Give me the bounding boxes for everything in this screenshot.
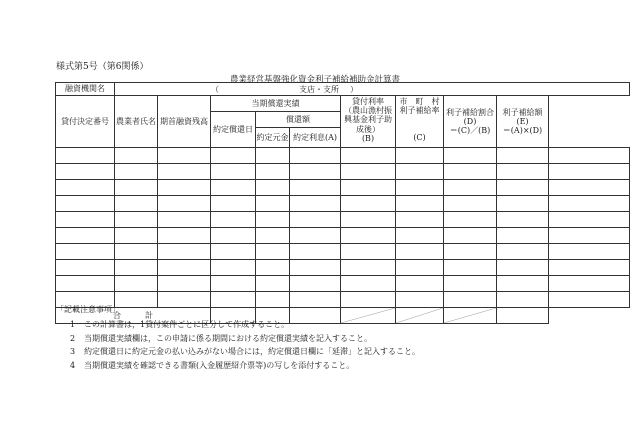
table-row: [56, 276, 630, 292]
table-cell[interactable]: [497, 228, 549, 244]
table-cell[interactable]: [341, 228, 396, 244]
table-cell[interactable]: [56, 164, 115, 180]
table-row: [56, 164, 630, 180]
loan-rate-line: 興基金利子助: [344, 115, 392, 125]
table-cell[interactable]: [211, 212, 256, 228]
table-cell[interactable]: [497, 180, 549, 196]
subsidy-amount-line: (E): [516, 116, 529, 126]
institution-label: 融資機関名: [56, 83, 115, 96]
header-repayment-group: 当期償還実績: [211, 96, 341, 112]
table-cell[interactable]: [256, 244, 290, 260]
table-cell[interactable]: [56, 244, 115, 260]
table-cell[interactable]: [115, 196, 158, 212]
table-row: [56, 228, 630, 244]
note-text: 約定償還日に約定元金の払い込みがない場合には，約定償還日欄に「延滞」と記入すること。: [84, 347, 420, 357]
table-cell[interactable]: [396, 212, 444, 228]
table-cell[interactable]: [341, 260, 396, 276]
table-cell[interactable]: [256, 180, 290, 196]
table-cell[interactable]: [396, 244, 444, 260]
table-cell[interactable]: [341, 244, 396, 260]
table-cell[interactable]: [290, 180, 341, 196]
table-cell[interactable]: [158, 164, 211, 180]
subsidy-amount-line: ＝(A)×(D): [502, 126, 543, 136]
note-text: 当期償還実績欄は，この申請に係る期間における約定償還実績を記入すること。: [84, 333, 372, 343]
header-loan-rate: [341, 96, 396, 148]
table-cell[interactable]: [158, 196, 211, 212]
note-item: [70, 346, 420, 357]
header-subsidy-amount: [497, 96, 549, 148]
table-cell[interactable]: [497, 164, 549, 180]
document-title: 農業経営基盤強化資金利子補給補助金計算書: [229, 75, 400, 85]
table-cell[interactable]: [497, 292, 549, 308]
table-row: [56, 180, 630, 196]
table-cell[interactable]: [444, 244, 497, 260]
table-cell[interactable]: [341, 148, 396, 164]
note-item: [70, 333, 420, 344]
header-scheduled-date: 約定償還日: [211, 112, 256, 148]
table-cell[interactable]: [444, 180, 497, 196]
table-cell[interactable]: [56, 228, 115, 244]
table-cell[interactable]: [549, 212, 630, 228]
header-municipal-rate: [396, 96, 444, 148]
note-item: [70, 319, 420, 330]
header-opening-balance: 期首融資残高: [158, 96, 211, 148]
institution-paren-close: ）: [350, 85, 358, 94]
header-interest: 約定利息(A): [290, 128, 341, 148]
notes-section: [56, 304, 420, 373]
table-cell[interactable]: [290, 228, 341, 244]
table-cell[interactable]: [115, 180, 158, 196]
table-cell[interactable]: [497, 148, 549, 164]
table-cell[interactable]: [56, 196, 115, 212]
form-number: 様式第5号（第6関係）: [56, 62, 149, 72]
table-cell[interactable]: [549, 292, 630, 308]
table-cell[interactable]: [290, 148, 341, 164]
loan-rate-line: 貸付利率: [352, 97, 384, 106]
header-principal: 約定元金: [256, 128, 290, 148]
municipal-rate-line: (C): [413, 133, 426, 143]
table-cell[interactable]: [396, 196, 444, 212]
total-cell[interactable]: [497, 308, 549, 324]
loan-rate-line: 成後）: [356, 124, 380, 134]
table-cell[interactable]: [115, 276, 158, 292]
municipal-rate-line: 利子補給率: [399, 106, 440, 116]
table-cell[interactable]: [549, 180, 630, 196]
table-cell[interactable]: [444, 212, 497, 228]
table-cell[interactable]: [341, 164, 396, 180]
table-cell[interactable]: [444, 148, 497, 164]
table-cell[interactable]: [56, 148, 115, 164]
table-cell[interactable]: [341, 196, 396, 212]
subsidy-ratio-line: ＝(C)／(B): [449, 126, 491, 136]
table-cell[interactable]: [396, 260, 444, 276]
table-cell[interactable]: [549, 164, 630, 180]
table-cell[interactable]: [56, 180, 115, 196]
table-cell[interactable]: [115, 244, 158, 260]
table-cell[interactable]: [497, 276, 549, 292]
table-cell[interactable]: [256, 164, 290, 180]
table-cell[interactable]: [211, 244, 256, 260]
table-cell[interactable]: [549, 196, 630, 212]
table-cell[interactable]: [549, 260, 630, 276]
note-text: この計算書は，1貸付案件ごとに区分して作成すること。: [84, 320, 290, 329]
table-cell[interactable]: [444, 196, 497, 212]
table-row: [56, 260, 630, 276]
table-row: [56, 148, 630, 164]
institution-paren-open: （: [211, 85, 219, 94]
table-cell[interactable]: [290, 164, 341, 180]
table-cell[interactable]: [290, 212, 341, 228]
subsidy-amount-line: 利子補給額: [502, 107, 543, 117]
note-item: [70, 360, 420, 371]
table-cell[interactable]: [158, 148, 211, 164]
table-cell[interactable]: [444, 276, 497, 292]
table-cell[interactable]: [549, 244, 630, 260]
institution-branch-text: 支店・支所: [299, 85, 339, 94]
table-cell[interactable]: [158, 260, 211, 276]
table-cell[interactable]: [211, 228, 256, 244]
table-row: [56, 244, 630, 260]
table-cell[interactable]: [56, 260, 115, 276]
table-cell[interactable]: [549, 228, 630, 244]
table-cell[interactable]: [290, 260, 341, 276]
institution-name-field[interactable]: [115, 83, 630, 96]
table-cell[interactable]: [158, 276, 211, 292]
note-number: 3: [70, 347, 76, 357]
table-cell[interactable]: [256, 148, 290, 164]
notes-title: 「記載注意事項」: [56, 305, 120, 314]
table-cell[interactable]: [256, 212, 290, 228]
table-cell[interactable]: [115, 164, 158, 180]
table-cell[interactable]: [256, 196, 290, 212]
table-cell[interactable]: [211, 260, 256, 276]
table-cell[interactable]: [444, 228, 497, 244]
note-text: 当期償還実績を確認できる書類(入金履歴紹介票等)の写しを添付すること。: [84, 360, 355, 370]
total-label: 合 計: [56, 308, 211, 324]
table-cell[interactable]: [497, 260, 549, 276]
table-cell[interactable]: [211, 276, 256, 292]
table-cell[interactable]: [56, 276, 115, 292]
table-cell[interactable]: [158, 212, 211, 228]
table-cell[interactable]: [396, 180, 444, 196]
notes-list: [56, 319, 420, 371]
table-cell[interactable]: [396, 276, 444, 292]
table-cell[interactable]: [497, 196, 549, 212]
header-repaid-amount: 償還額: [256, 112, 341, 128]
table-cell[interactable]: [158, 180, 211, 196]
note-number: 1: [70, 320, 76, 329]
subsidy-ratio-line: 利子補給割合: [446, 107, 494, 117]
table-cell[interactable]: [115, 260, 158, 276]
table-cell[interactable]: [211, 180, 256, 196]
table-cell[interactable]: [497, 244, 549, 260]
header-loan-number: 貸付決定番号: [56, 96, 115, 148]
note-number: 4: [70, 360, 76, 370]
table-cell[interactable]: [290, 196, 341, 212]
table-cell[interactable]: [396, 228, 444, 244]
table-cell[interactable]: [396, 148, 444, 164]
table-cell[interactable]: [115, 212, 158, 228]
subsidy-ratio-line: (D): [463, 116, 477, 126]
table-cell[interactable]: [341, 276, 396, 292]
table-cell[interactable]: [256, 260, 290, 276]
table-cell[interactable]: [56, 212, 115, 228]
table-cell[interactable]: [444, 292, 497, 308]
table-cell[interactable]: [256, 228, 290, 244]
table-cell[interactable]: [549, 276, 630, 292]
loan-rate-line: (B): [361, 133, 375, 143]
table-cell[interactable]: [211, 164, 256, 180]
table-cell[interactable]: [211, 148, 256, 164]
table-cell[interactable]: [158, 244, 211, 260]
table-cell[interactable]: [396, 164, 444, 180]
table-cell[interactable]: [290, 276, 341, 292]
table-cell[interactable]: [497, 212, 549, 228]
table-row: [56, 196, 630, 212]
data-rows: [56, 148, 630, 308]
note-number: 2: [70, 333, 76, 343]
table-cell[interactable]: [444, 164, 497, 180]
table-cell[interactable]: [444, 260, 497, 276]
municipal-rate-line: 市 町 村: [399, 97, 440, 106]
table-cell[interactable]: [256, 276, 290, 292]
calculation-table: [55, 82, 630, 324]
table-cell[interactable]: [341, 180, 396, 196]
loan-rate-line: （農山漁村振: [344, 106, 392, 116]
header-farmer-name: 農業者氏名: [115, 96, 158, 148]
table-cell[interactable]: [211, 196, 256, 212]
table-row: [56, 212, 630, 228]
table-cell[interactable]: [549, 148, 630, 164]
table-cell[interactable]: [341, 212, 396, 228]
disabled-cell: [444, 308, 497, 324]
header-subsidy-ratio: [444, 96, 497, 148]
table-cell[interactable]: [290, 244, 341, 260]
table-cell[interactable]: [115, 148, 158, 164]
table-cell[interactable]: [158, 228, 211, 244]
table-cell[interactable]: [115, 228, 158, 244]
